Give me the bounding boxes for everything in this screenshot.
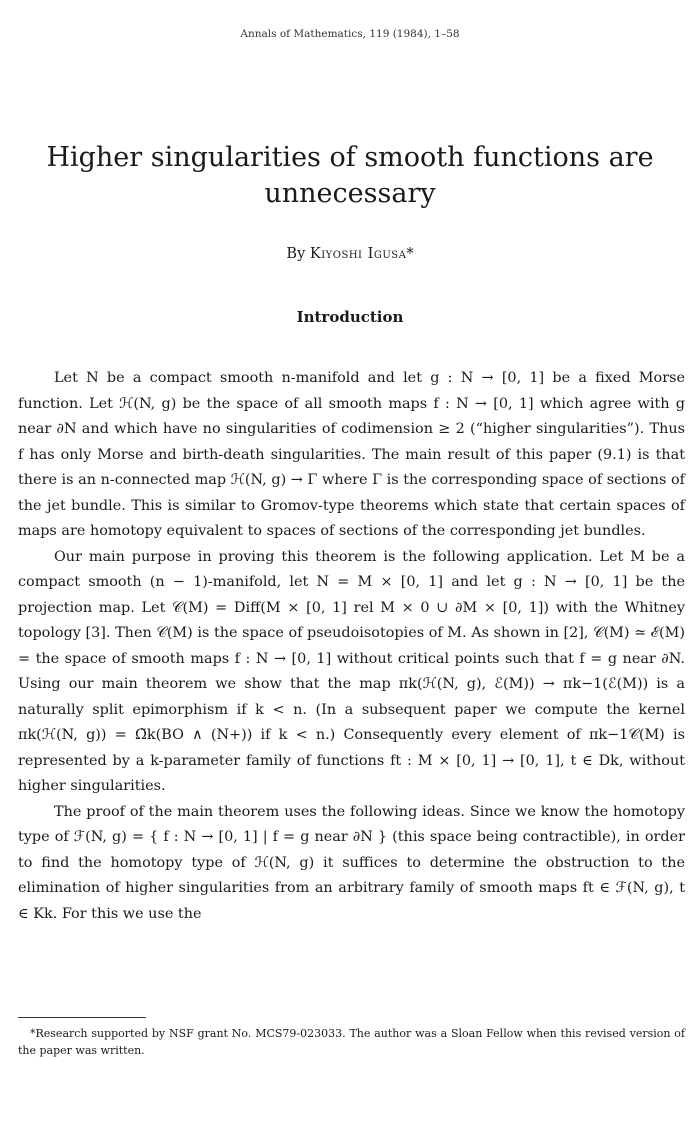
author-name: Kiyoshi Igusa — [309, 246, 407, 262]
paragraph: The proof of the main theorem uses the following ideas. Since we know the homotopy type of ℱ(N, g) = { f : N → [0, 1] | f = g near ∂N } (this space being contractible), in order to find the homotopy type of ℋ(N, g) it suffices to determine the obstruction to the elimination of higher singularities from an arbitrary family of smooth maps ft ∈ ℱ(N, g), t ∈ Kk. For this we use the — [18, 803, 685, 922]
journal-header: Annals of Mathematics, 119 (1984), 1–58 — [240, 28, 460, 40]
author-prefix: By — [286, 246, 310, 262]
paragraph: Let N be a compact smooth n-manifold and let g : N → [0, 1] be a fixed Morse function. Let ℋ(N, g) be the space of all smooth maps f : N → [0, 1] which agree with g near ∂N and which have no singularities of codimension ≥ 2 (“higher singularities”). Thus f has only Morse and birth-death singularities. The main result of this paper (9.1) is that there is an n-connected map ℋ(N, g) → Γ where Γ is the corresponding space of sections of the jet bundle. This is similar to Gromov-type theorems which state that certain spaces of maps are homotopy equivalent to spaces of sections of the corresponding jet bundles. — [18, 370, 685, 539]
footnote-rule — [18, 1017, 146, 1018]
paper-title: Higher singularities of smooth functions are unnecessary — [46, 142, 654, 209]
footnote: *Research supported by NSF grant No. MCS79-023033. The author was a Sloan Fellow when this revised version of the paper was written. — [18, 1027, 685, 1057]
author-line — [0, 246, 700, 262]
paragraph: Our main purpose in proving this theorem is the following application. Let M be a compact smooth (n − 1)-manifold, let N = M × [0, 1] and let g : N → [0, 1] be the projection map. Let 𝒞(M) = Diff(M × [0, 1] rel M × 0 ∪ ∂M × [0, 1]) with the Whitney topology [3]. Then 𝒞(M) is the space of pseudoisotopies of M. As shown in [2], 𝒞(M) ≃ ℰ(M) = the space of smooth maps f : N → [0, 1] without critical points such that f = g near ∂N. Using our main theorem we show that the map πk(ℋ(N, g), ℰ(M)) → πk−1(ℰ(M)) is a naturally split epimorphism if k < n. (In a subsequent paper we compute the kernel πk(ℋ(N, g)) = Ω̃k(BO ∧ (N+)) if k < n.) Consequently every element of πk−1𝒞(M) is represented by a k-parameter family of functions ft : M × [0, 1] → [0, 1], t ∈ Dk, without higher singularities. — [18, 548, 685, 794]
section-heading: Introduction — [296, 308, 404, 326]
body-text — [18, 366, 685, 927]
author-footnote-mark: * — [406, 246, 414, 262]
